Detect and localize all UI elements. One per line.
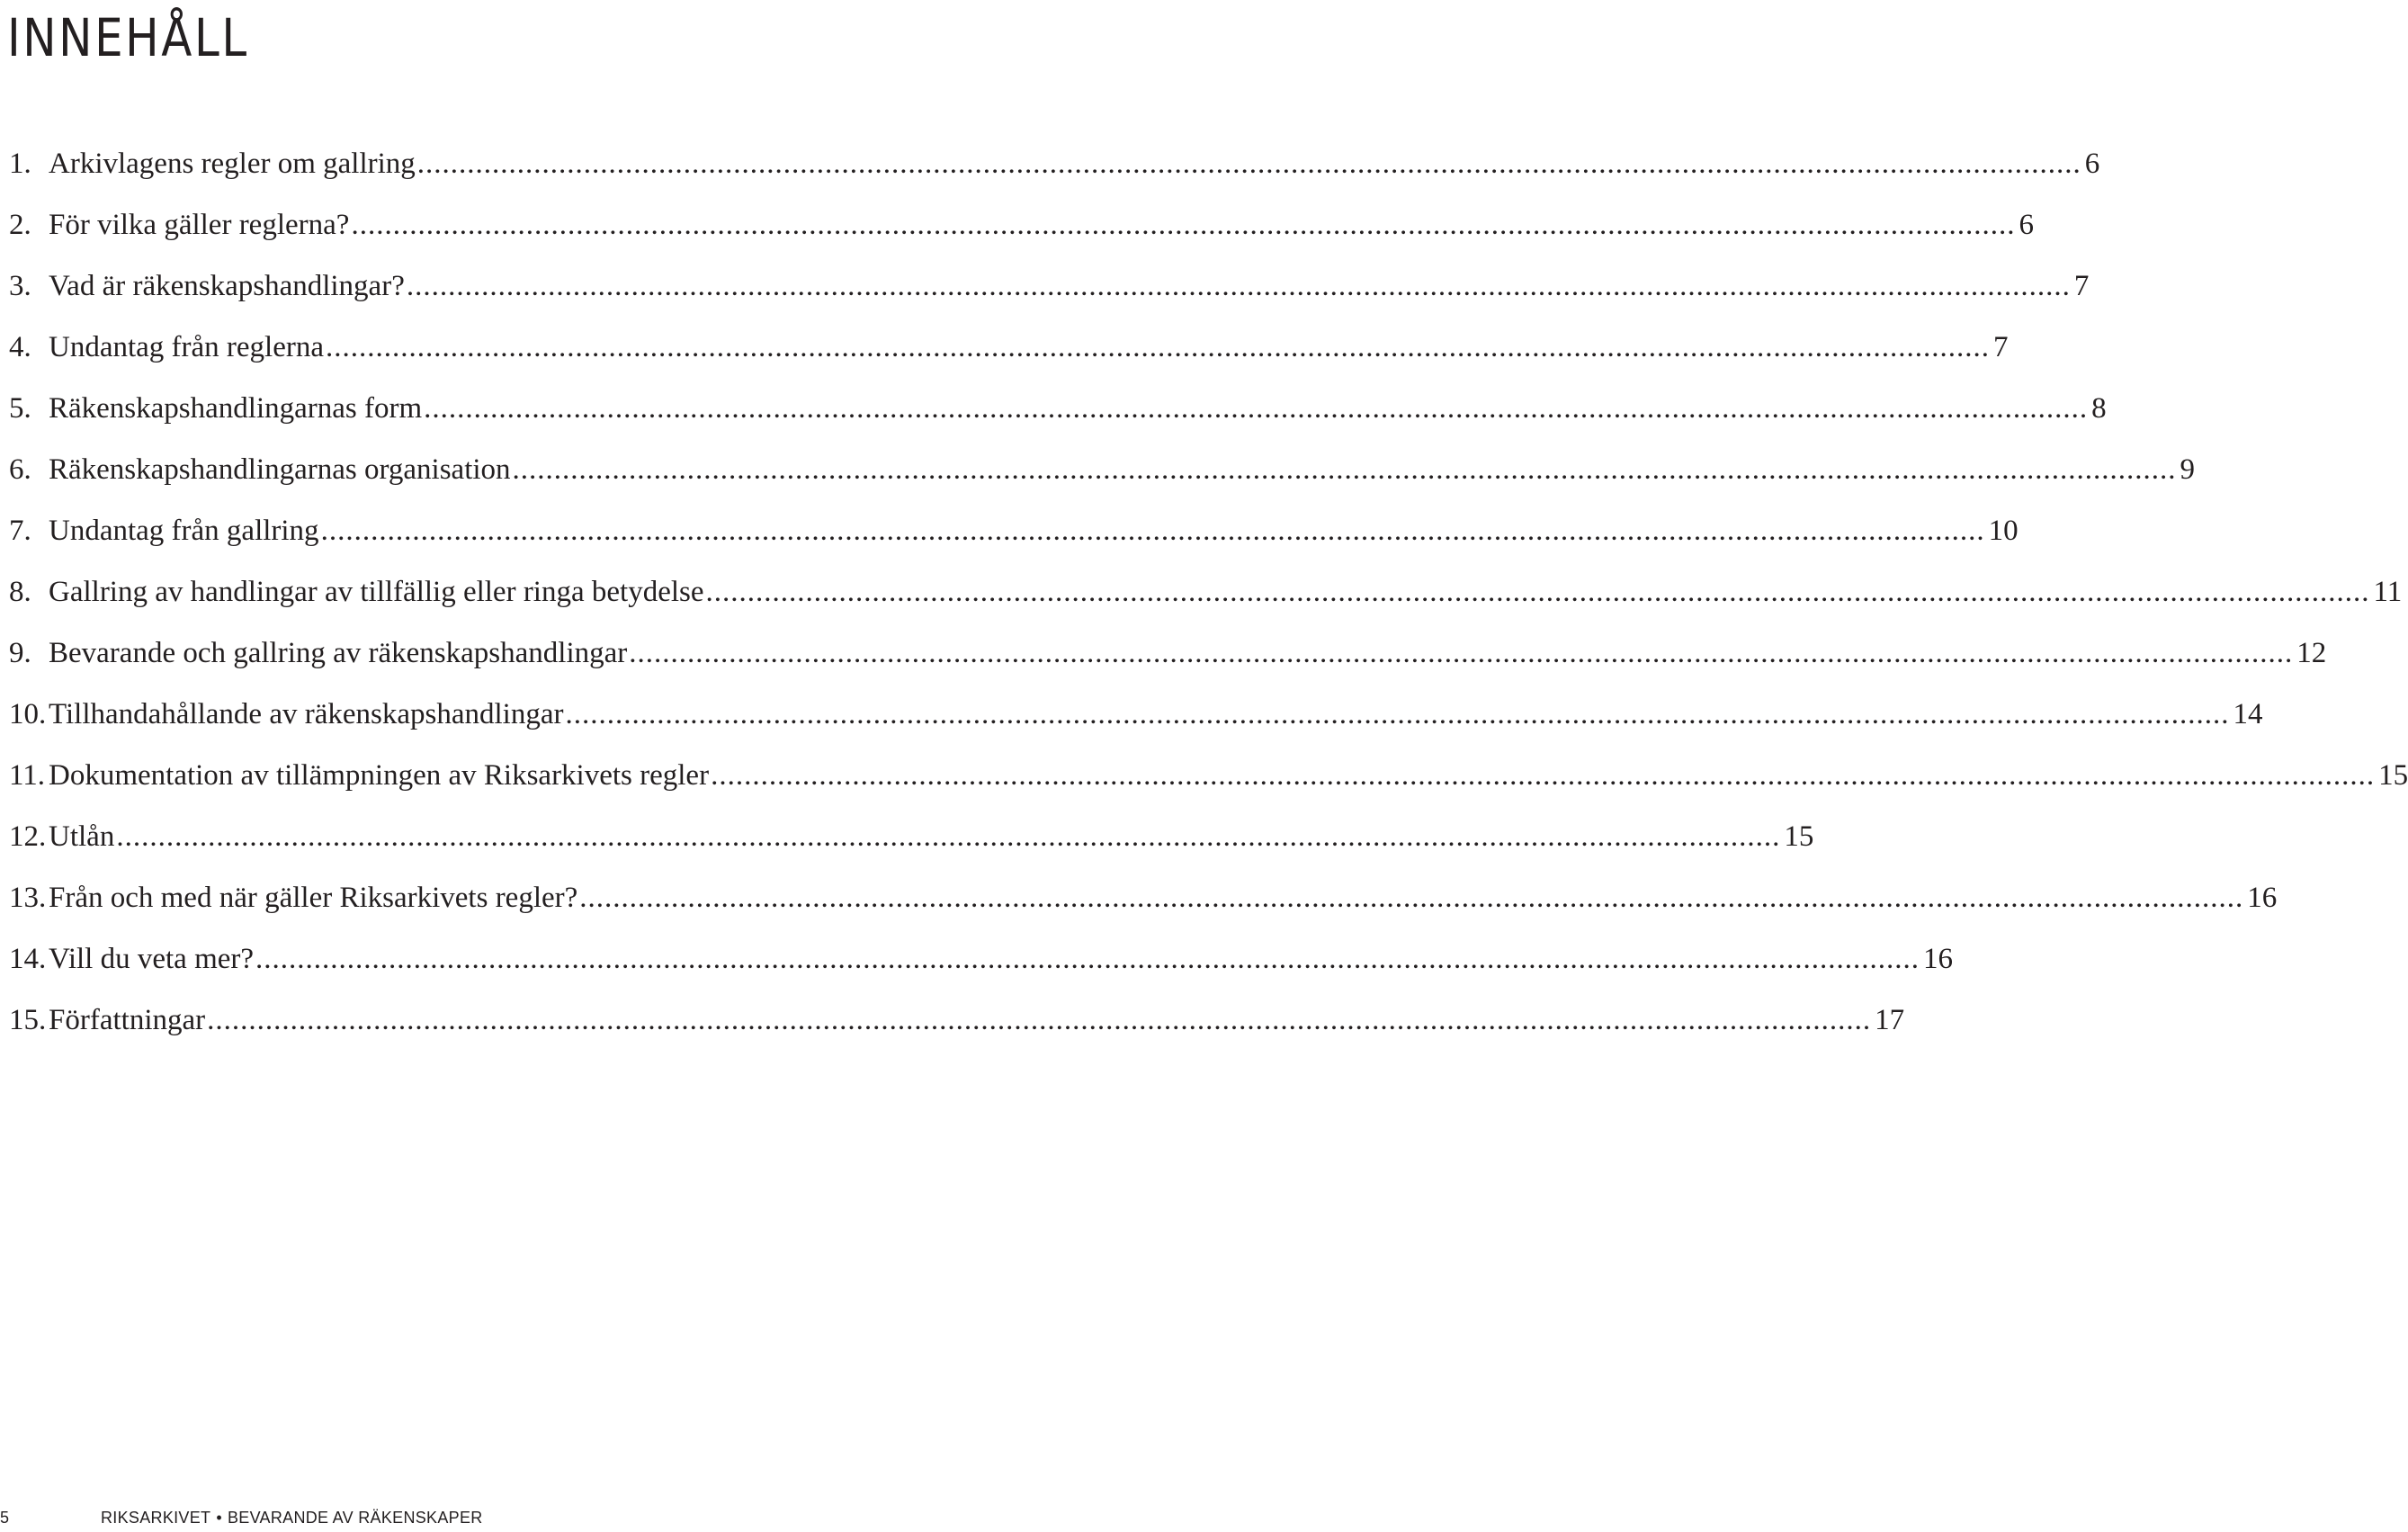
toc-entry: [9, 745, 2408, 806]
dot-leader: ........................................................................................................................................................................................................: [579, 882, 2244, 914]
dot-leader: ........................................................................................................................................................................................................: [406, 270, 2071, 302]
dot-leader: ........................................................................................................................................................................................................: [116, 820, 1781, 853]
toc-entry-number: 12.: [9, 820, 47, 853]
bullet-separator: •: [216, 1509, 222, 1527]
toc-entry-title: Arkivlagens regler om gallring: [49, 148, 416, 180]
toc-entry-title: För vilka gäller reglerna?: [49, 209, 350, 241]
toc-entry-page: 6: [2084, 148, 2100, 180]
toc-entry-number: 8.: [9, 576, 31, 608]
toc-entry-title: Från och med när gäller Riksarkivets regler?: [49, 882, 578, 914]
toc-entry: [9, 500, 2019, 561]
toc-entry: [9, 194, 2034, 255]
toc-entry-page: 15: [1784, 820, 1814, 853]
toc-entry-number: 9.: [9, 637, 31, 669]
toc-entry-title: Räkenskapshandlingarnas organisation: [49, 453, 511, 486]
toc-entry-page: 11: [2373, 576, 2403, 608]
toc-entry-page: 16: [2247, 882, 2278, 914]
toc-entry-title: Författningar: [49, 1004, 206, 1036]
toc-entry-page: 12: [2296, 637, 2327, 669]
toc-entry-number: 7.: [9, 515, 31, 547]
toc-entry-title: Räkenskapshandlingarnas form: [49, 392, 423, 425]
toc-entry-title: Vad är räkenskapshandlingar?: [49, 270, 405, 302]
toc-entry-title: Undantag från reglerna: [49, 331, 325, 363]
dot-leader: ........................................................................................................................................................................................................: [351, 209, 2016, 241]
toc-entry: [9, 684, 2263, 745]
toc-entry: [9, 806, 1814, 867]
toc-entry: [9, 255, 2090, 317]
toc-entry-title: Dokumentation av tillämpningen av Riksarkivets regler: [49, 759, 710, 792]
toc-entry-page: 16: [1923, 943, 1954, 975]
dot-leader: ........................................................................................................................................................................................................: [416, 148, 2081, 180]
toc-entry: [9, 133, 2100, 194]
page-title: INNEHÅLL: [7, 7, 249, 68]
toc-entry-title: Bevarande och gallring av räkenskapshandlingar: [49, 637, 628, 669]
toc-entry-number: 14.: [9, 943, 47, 975]
dot-leader: ........................................................................................................................................................................................................: [565, 698, 2230, 730]
toc-entry-title: Tillhandahållande av räkenskapshandlingar: [49, 698, 564, 730]
toc-entry-page: 7: [2073, 270, 2090, 302]
running-footer: [101, 1504, 483, 1532]
toc-entry: [9, 867, 2278, 928]
page-number: 5: [0, 1509, 10, 1527]
toc-entry-title: Vill du veta mer?: [49, 943, 255, 975]
toc-entry-number: 5.: [9, 392, 31, 425]
toc-entry-page: 8: [2091, 392, 2107, 425]
dot-leader: ........................................................................................................................................................................................................: [255, 943, 1920, 975]
toc-entry-page: 10: [1988, 515, 2019, 547]
toc-entry: [9, 561, 2403, 623]
toc-entry: [9, 990, 1905, 1051]
dot-leader: ........................................................................................................................................................................................................: [320, 515, 1985, 547]
toc-entry-page: 15: [2378, 759, 2408, 792]
toc-entry: [9, 439, 2196, 500]
dot-leader: ........................................................................................................................................................................................................: [512, 453, 2177, 486]
toc-entry-number: 13.: [9, 882, 47, 914]
series-title: BEVARANDE AV RÄKENSKAPER: [227, 1509, 483, 1527]
toc-entry-number: 2.: [9, 209, 31, 241]
toc-entry-page: 9: [2180, 453, 2196, 486]
toc-entry-number: 6.: [9, 453, 31, 486]
table-of-contents: [9, 133, 2408, 1051]
toc-entry-title: Undantag från gallring: [49, 515, 319, 547]
toc-entry: [9, 623, 2327, 684]
toc-entry: [9, 317, 2009, 378]
dot-leader: ........................................................................................................................................................................................................: [424, 392, 2089, 425]
dot-leader: ........................................................................................................................................................................................................: [711, 759, 2376, 792]
toc-entry-title: Utlån: [49, 820, 115, 853]
toc-entry-number: 1.: [9, 148, 31, 180]
dot-leader: ........................................................................................................................................................................................................: [705, 576, 2370, 608]
toc-entry-number: 3.: [9, 270, 31, 302]
toc-entry-page: 14: [2233, 698, 2263, 730]
toc-entry: [9, 928, 1954, 990]
toc-entry-number: 4.: [9, 331, 31, 363]
toc-entry-number: 15.: [9, 1004, 47, 1036]
dot-leader: ........................................................................................................................................................................................................: [207, 1004, 1872, 1036]
toc-entry-number: 11.: [9, 759, 46, 792]
publisher-name: RIKSARKIVET: [101, 1509, 211, 1527]
toc-entry-title: Gallring av handlingar av tillfällig eller ringa betydelse: [49, 576, 704, 608]
page-footer: [0, 1504, 864, 1532]
toc-entry-page: 17: [1875, 1004, 1905, 1036]
toc-entry-page: 6: [2019, 209, 2034, 241]
toc-entry-number: 10.: [9, 698, 47, 730]
toc-entry: [9, 378, 2107, 439]
toc-entry-page: 7: [1993, 331, 2009, 363]
dot-leader: ........................................................................................................................................................................................................: [629, 637, 2294, 669]
dot-leader: ........................................................................................................................................................................................................: [326, 331, 1991, 363]
